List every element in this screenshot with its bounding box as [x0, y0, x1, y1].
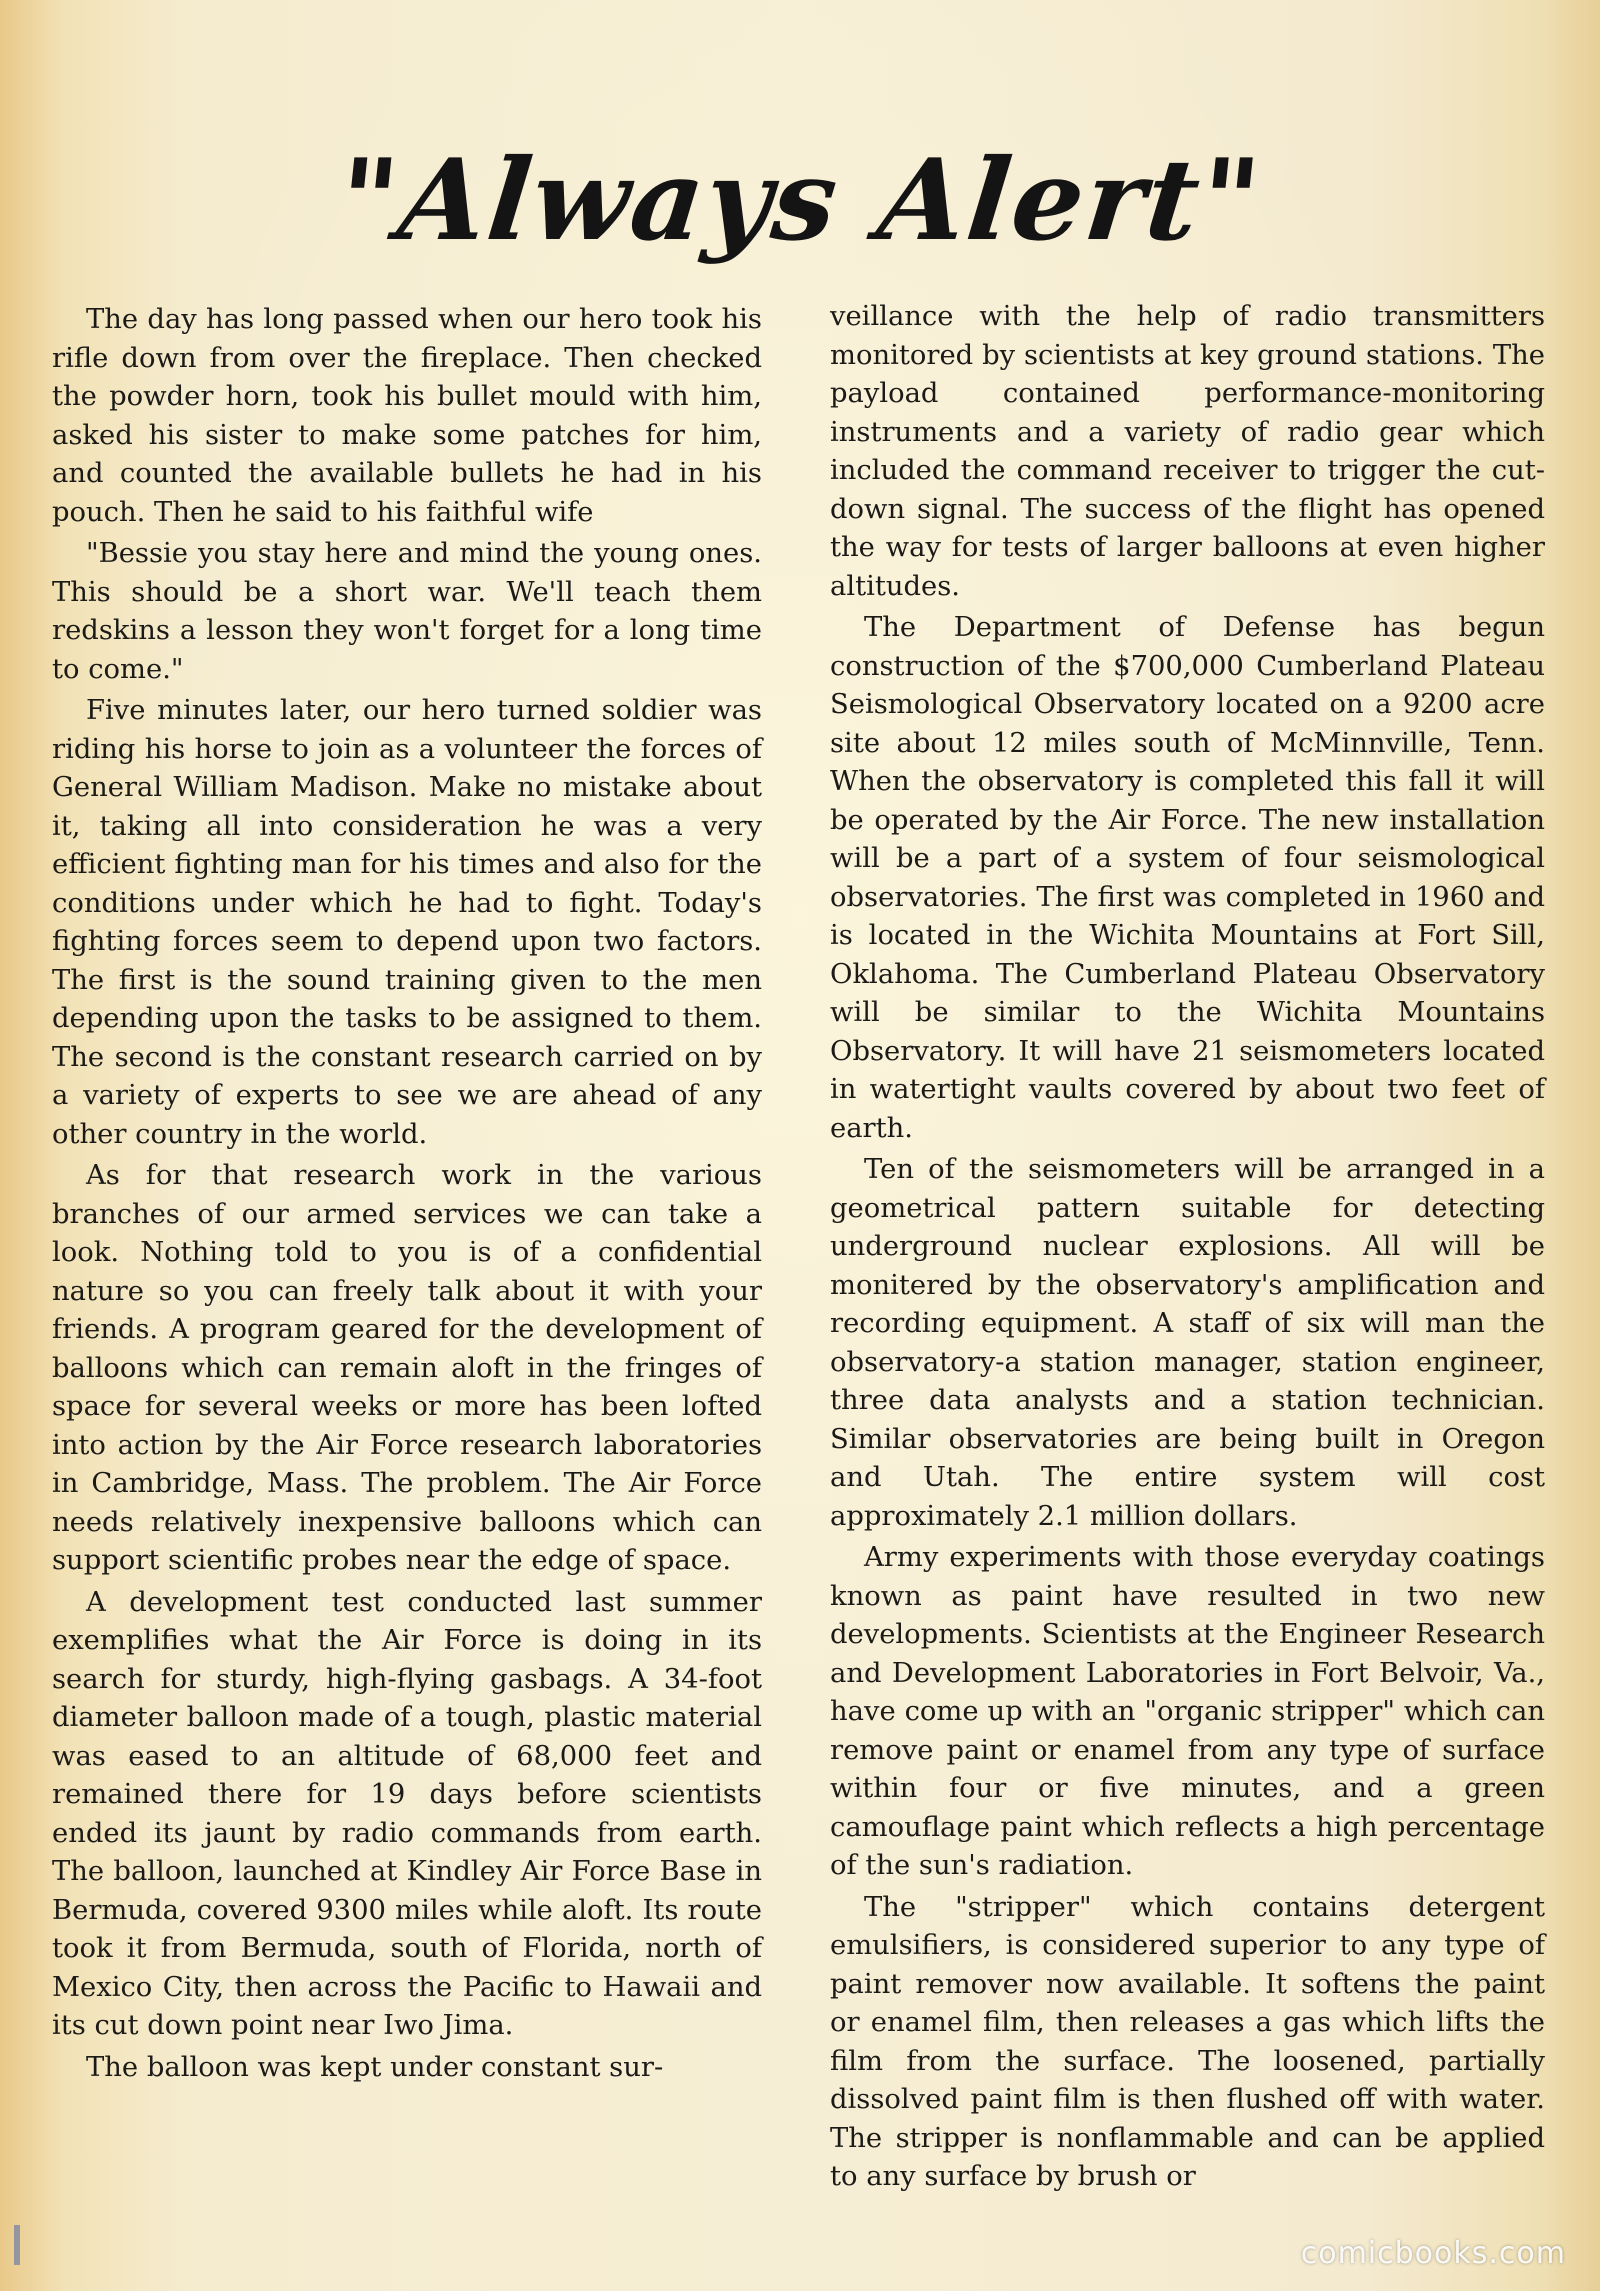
- paragraph: Army experiments with those everyday coatings known as paint have resulted in two new developments. Scientists at the Engineer Research and Development Laboratories in Fort Belvoir, Va., have come up with an "organic stripper" which can remove paint or enamel from any type of surface within four or five minutes, and a green camouflage paint which reflects a high percentage of the sun's radiation.: [830, 1542, 1545, 1881]
- paragraph: The "stripper" which contains detergent emulsifiers, is considered superior to any type of paint remover now available. It softens the paint or enamel film, then releases a gas which lifts the film from the surface. The loosened, partially dissolved paint film is then flushed off with water. The stripper is nonflammable and can be applied to any surface by brush or: [830, 1891, 1545, 2192]
- paragraph: "Bessie you stay here and mind the young ones. This should be a short war. We'll teach them redskins a lesson they won't forget for a long time to come.": [52, 538, 762, 685]
- page-edge-mark: [14, 2225, 20, 2265]
- paragraph: veillance with the help of radio transmitters monitored by scientists at key ground stations. The payload contained performance-monitoring instruments and a variety of radio gear which included the command receiver to trigger the cut-down signal. The success of the flight has opened the way for tests of larger balloons at even higher altitudes.: [830, 301, 1545, 602]
- paragraph: A development test conducted last summer exemplifies what the Air Force is doing in its search for sturdy, high-flying gasbags. A 34-foot diameter balloon made of a tough, plastic material was eased to an altitude of 68,000 feet and remained there for 19 days before scientists ended its jaunt by radio commands from earth. The balloon, launched at Kindley Air Force Base in Bermuda, covered 9300 miles while aloft. Its route took it from Bermuda, south of Florida, north of Mexico City, then across the Pacific to Hawaii and its cut down point near Iwo Jima.: [52, 1586, 762, 2041]
- right-column: [830, 298, 1545, 2197]
- paragraph: The balloon was kept under constant sur-: [86, 2051, 664, 2083]
- paragraph: Ten of the seismometers will be arranged in a geometrical pattern suitable for detecting underground nuclear explosions. All will be monitered by the observatory's amplification and recording equipment. A staff of six will man the observatory-a station manager, station engineer, three data analysts and a station technician. Similar observatories are being built in Oregon and Utah. The entire system will cost approximately 2.1 million dollars.: [830, 1154, 1545, 1532]
- paragraph: Five minutes later, our hero turned soldier was riding his horse to join as a volunteer the forces of General William Madison. Make no mistake about it, taking all into consideration he was a very efficient fighting man for his times and also for the conditions under which he had to fight. Today's fighting forces seem to depend upon two factors. The first is the sound training given to the men depending upon the tasks to be assigned to them. The second is the constant research carried on by a variety of experts to see we are ahead of any other country in the world.: [52, 695, 762, 1150]
- paragraph: As for that research work in the various branches of our armed services we can take a look. Nothing told to you is of a confidential nature so you can freely talk about it with your friends. A program geared for the development of balloons which can remain aloft in the fringes of space for several weeks or more has been lofted into action by the Air Force research laboratories in Cambridge, Mass. The problem. The Air Force needs relatively inexpensive balloons which can support scientific probes near the edge of space.: [52, 1160, 762, 1576]
- paragraph: The Department of Defense has begun construction of the $700,000 Cumberland Plateau Seismological Observatory located on a 9200 acre site about 12 miles south of McMinnville, Tenn. When the observatory is completed this fall it will be operated by the Air Force. The new installation will be a part of a system of four seismological observatories. The first was completed in 1960 and is located in the Wichita Mountains at Fort Sill, Oklahoma. The Cumberland Plateau Observatory will be similar to the Wichita Mountains Observatory. It will have 21 seismometers located in watertight vaults covered by about two feet of earth.: [830, 612, 1545, 1144]
- left-column: [52, 298, 762, 2087]
- watermark: comicbooks.com: [1300, 2236, 1566, 2271]
- paragraph: The day has long passed when our hero took his rifle down from over the fireplace. Then checked the powder horn, took his bullet mould with him, asked his sister to make some patches for him, and counted the available bullets he had in his pouch. Then he said to his faithful wife: [52, 304, 762, 528]
- page-title: "Always Alert": [332, 135, 1268, 267]
